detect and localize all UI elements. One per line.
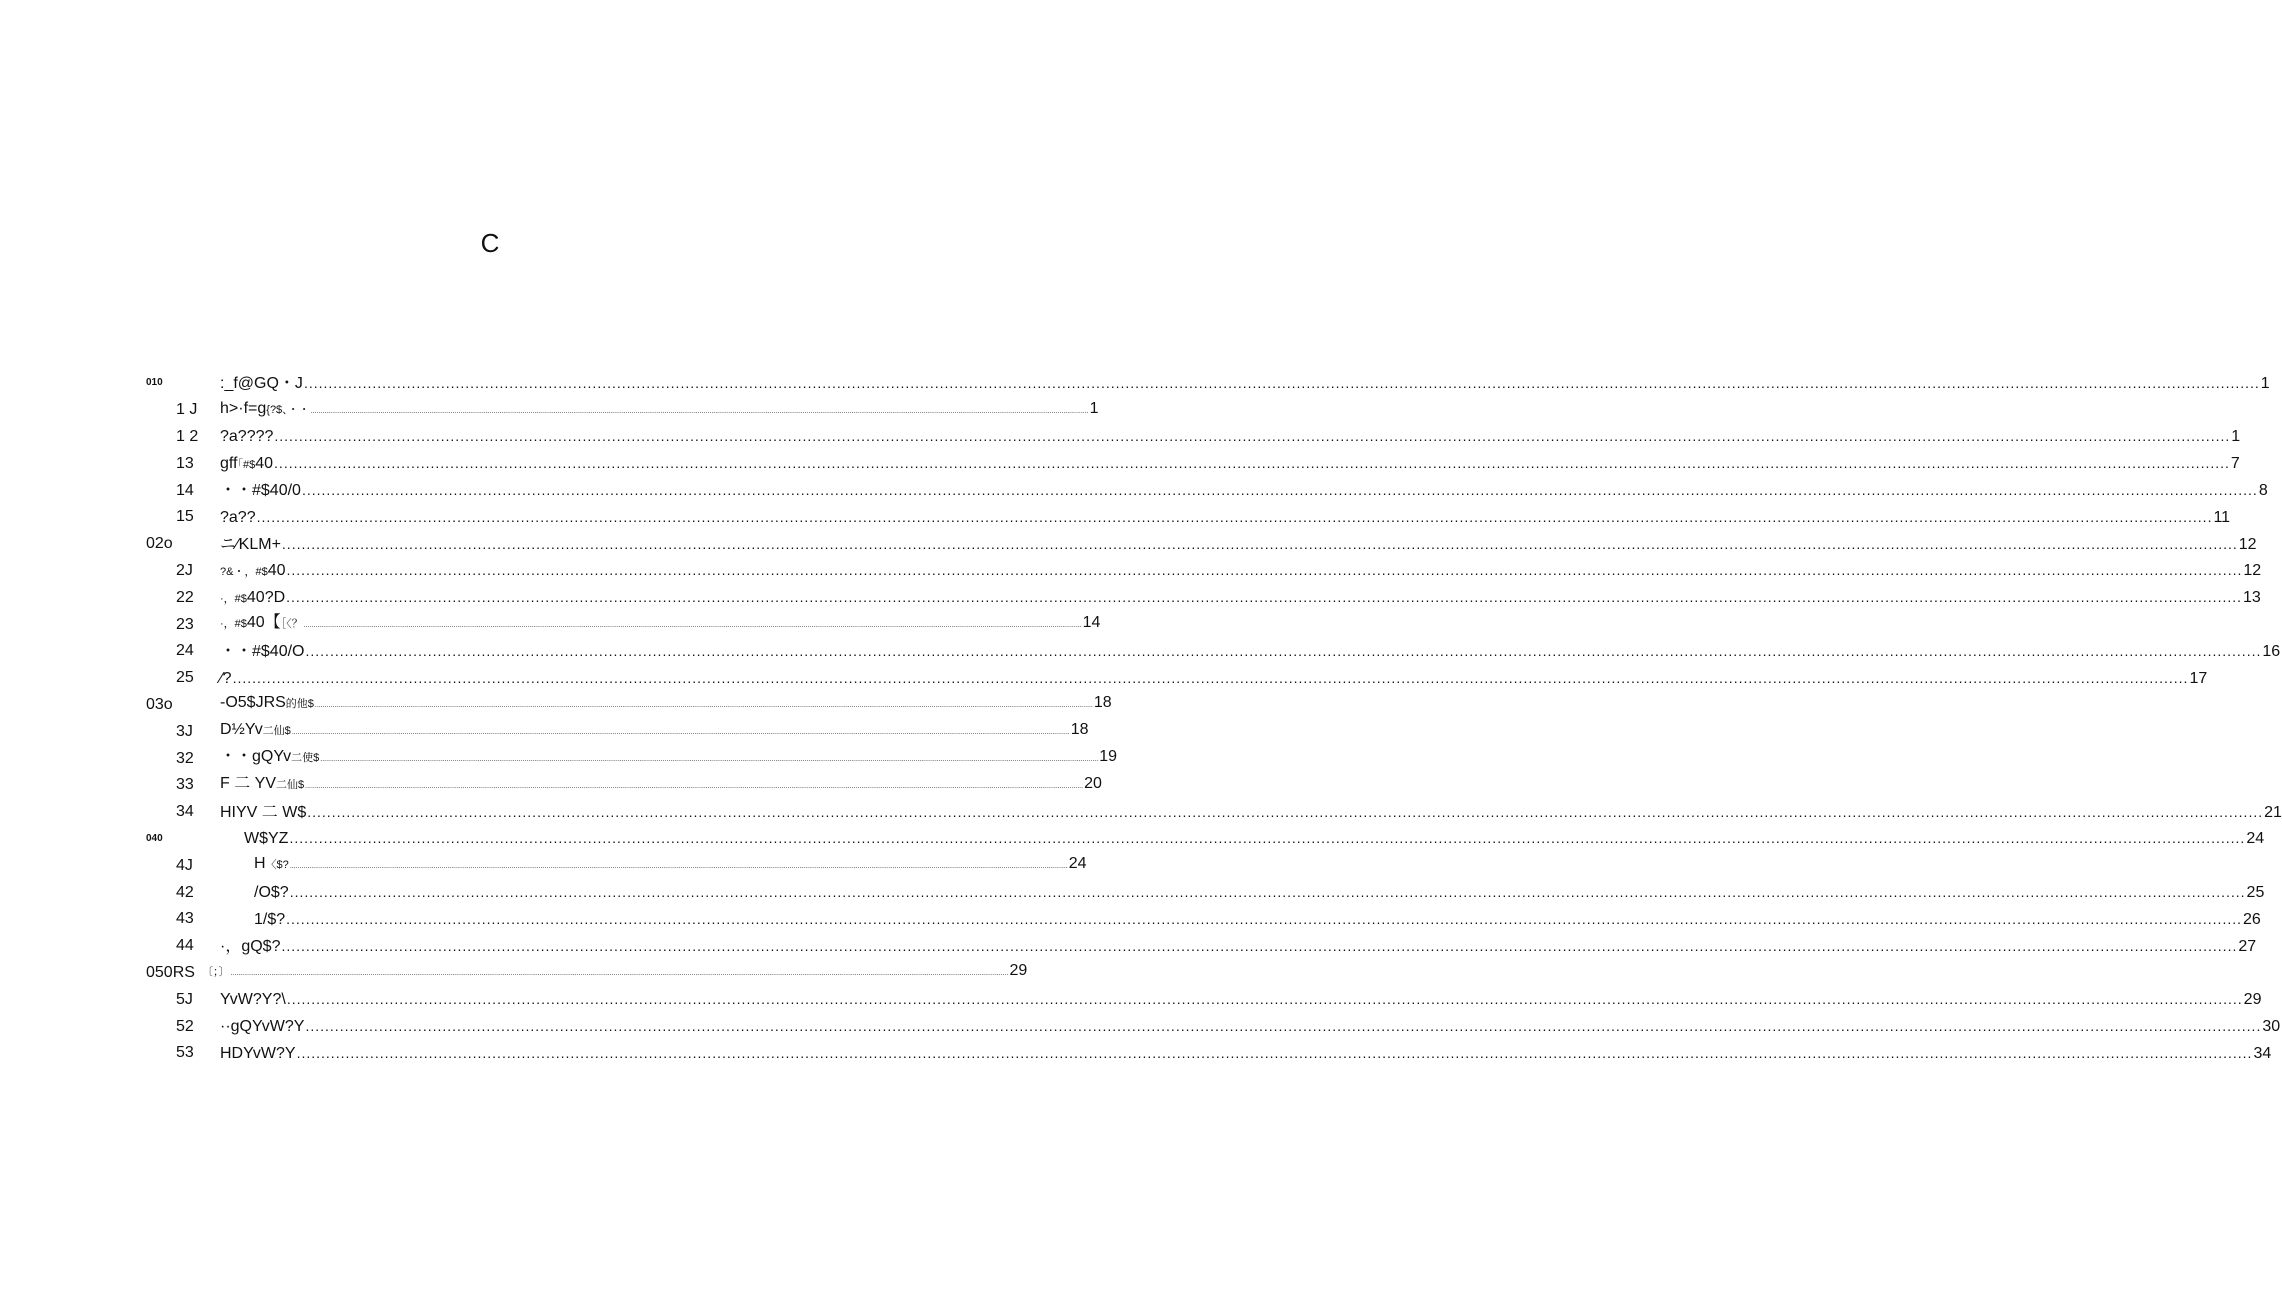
toc-leader-dots: ................................................................................................................................................................................................................................................................................................................................................................................................................ — [281, 937, 2238, 954]
toc-page-number: 20 — [1084, 774, 1102, 792]
toc-number: 32 — [176, 749, 194, 767]
toc-number: 010 — [146, 377, 163, 389]
toc-entry[interactable] — [220, 560, 2262, 582]
toc-title: ・・#$40/0 — [220, 482, 301, 500]
toc-leader-dots: ................................................................................................................................................................................................................................................................................................................................................................................................................ — [301, 482, 2258, 499]
toc-entry[interactable] — [220, 936, 2257, 957]
toc-number: 23 — [176, 615, 194, 633]
toc-leader-dots: ................................................................................................................................................................................................................................................................................................................................................................................................................ — [274, 428, 2231, 445]
toc-row[interactable] — [146, 986, 2262, 1013]
toc-leader-dots: ................................................................................................................................................................................................................................................................................................................................................................................................................ — [286, 588, 2243, 605]
toc-page-number: 29 — [1009, 962, 1028, 980]
toc-page-number: 24 — [2246, 830, 2265, 848]
toc-row[interactable] — [146, 424, 2241, 451]
toc-leader-dots: ................................................................................................................................................................................................................................................................................................................................................................................................................ — [230, 970, 1009, 978]
toc-leader-dots: ................................................................................................................................................................................................................................................................................................................................................................................................................ — [305, 782, 1084, 790]
toc-number: 22 — [176, 588, 194, 606]
toc-row[interactable] — [146, 799, 2282, 826]
toc-title: gff｢#$40 — [220, 454, 274, 472]
toc-row[interactable] — [146, 960, 1028, 987]
toc-entry[interactable] — [220, 989, 2262, 1010]
toc-number: 2J — [176, 561, 193, 579]
toc-row[interactable] — [146, 584, 2261, 611]
toc-row[interactable] — [146, 826, 2265, 853]
toc-entry[interactable] — [220, 507, 2231, 528]
toc-entry[interactable] — [220, 641, 2281, 662]
toc-title: ?&・，#$40 — [220, 561, 286, 579]
toc-page-number: 12 — [2243, 561, 2262, 579]
toc-entry[interactable] — [220, 1016, 2281, 1037]
toc-number: 03o — [146, 695, 173, 713]
toc-number: 52 — [176, 1017, 194, 1035]
toc-entry[interactable] — [220, 668, 2208, 689]
toc-row[interactable] — [146, 852, 1087, 879]
toc-number: 050RS — [146, 963, 195, 981]
toc-title: ?a???? — [220, 428, 274, 446]
toc-leader-dots: ................................................................................................................................................................................................................................................................................................................................................................................................................ — [286, 910, 2242, 927]
toc-row[interactable] — [146, 611, 1101, 638]
toc-leader-dots: ................................................................................................................................................................................................................................................................................................................................................................................................................ — [281, 535, 2238, 552]
toc-title: ・・gQYv二使$ — [220, 748, 320, 766]
toc-number: 44 — [176, 937, 194, 955]
toc-number: 3J — [176, 722, 193, 740]
toc-entry[interactable] — [220, 480, 2268, 501]
toc-number: 15 — [176, 508, 194, 526]
toc-page-number: 14 — [1082, 614, 1101, 632]
toc-leader-dots: ................................................................................................................................................................................................................................................................................................................................................................................................................ — [289, 830, 2246, 847]
toc-page-number: 30 — [2262, 1018, 2281, 1036]
toc-entry[interactable] — [220, 373, 2270, 394]
toc-entry[interactable] — [220, 693, 1112, 716]
toc-entry[interactable] — [220, 720, 1089, 743]
toc-entry[interactable] — [220, 613, 1101, 636]
toc-title: ··gQYvW?Y — [220, 1018, 305, 1036]
toc-page-number: 1 — [1089, 399, 1099, 417]
toc-entry[interactable] — [220, 802, 2282, 823]
toc-title: H〈$? — [254, 855, 289, 873]
page-title: C — [480, 228, 500, 258]
toc-leader-dots: ................................................................................................................................................................................................................................................................................................................................................................................................................ — [303, 374, 2260, 391]
toc-row[interactable] — [146, 772, 1102, 799]
toc-number: 1 2 — [176, 427, 199, 445]
toc-leader-dots: ................................................................................................................................................................................................................................................................................................................................................................................................................ — [274, 454, 2230, 471]
toc-title: -O5$JRS的他$ — [220, 694, 314, 712]
toc-title: D½Yv二仙$ — [220, 721, 291, 739]
toc-entry[interactable] — [220, 453, 2240, 475]
toc-entry[interactable] — [220, 587, 2261, 609]
toc-number: 14 — [176, 481, 194, 499]
toc-page-number: 19 — [1099, 748, 1117, 766]
toc-row[interactable] — [146, 1013, 2281, 1040]
toc-title: F 二 YV二仙$ — [220, 774, 305, 792]
toc-entry[interactable] — [220, 426, 2241, 447]
table-of-contents — [146, 370, 2282, 1067]
toc-entry[interactable] — [244, 828, 2265, 849]
toc-title: ・・#$40/O — [220, 642, 305, 660]
toc-row[interactable] — [146, 933, 2257, 960]
toc-title: :_f@GQ・J — [220, 374, 303, 392]
toc-page-number: 13 — [2243, 588, 2261, 606]
toc-number: 02o — [146, 535, 173, 553]
toc-page-number: 18 — [1070, 721, 1089, 739]
toc-leader-dots: ................................................................................................................................................................................................................................................................................................................................................................................................................ — [289, 863, 1068, 871]
toc-title: HIYV 二 W$ — [220, 803, 307, 821]
toc-title: YvW?Y?\ — [220, 991, 286, 1009]
toc-leader-dots: ................................................................................................................................................................................................................................................................................................................................................................................................................ — [289, 884, 2246, 901]
toc-leader-dots: ................................................................................................................................................................................................................................................................................................................................................................................................................ — [307, 803, 2264, 820]
toc-entry[interactable] — [254, 882, 2265, 903]
toc-page-number: 1 — [2260, 374, 2270, 392]
toc-row[interactable] — [146, 745, 1117, 772]
toc-entry[interactable] — [254, 909, 2261, 930]
toc-title: ?a?? — [220, 508, 256, 526]
toc-row[interactable] — [146, 906, 2261, 933]
toc-row[interactable] — [146, 692, 1112, 719]
toc-title: h>·f=g{?$、・・ — [220, 399, 310, 417]
toc-number: 5J — [176, 990, 193, 1008]
toc-page-number: 16 — [2262, 642, 2281, 660]
toc-title: ·，gQ$? — [220, 937, 281, 955]
toc-entry[interactable] — [220, 747, 1117, 770]
toc-row[interactable] — [146, 718, 1089, 745]
toc-row[interactable] — [146, 504, 2231, 531]
toc-number: 34 — [176, 803, 194, 821]
toc-title: 〔；〕 — [202, 966, 230, 979]
toc-number: 33 — [176, 776, 194, 794]
toc-leader-dots: ................................................................................................................................................................................................................................................................................................................................................................................................................ — [256, 508, 2213, 525]
toc-page-number: 12 — [2238, 535, 2257, 553]
toc-title: ⁄? — [220, 669, 232, 687]
toc-number: 1 J — [176, 401, 198, 419]
toc-page-number: 18 — [1093, 694, 1112, 712]
toc-number: 24 — [176, 642, 194, 660]
toc-leader-dots: ................................................................................................................................................................................................................................................................................................................................................................................................................ — [286, 991, 2243, 1008]
toc-row[interactable] — [146, 450, 2240, 477]
toc-row[interactable] — [146, 477, 2268, 504]
toc-row[interactable] — [146, 1040, 2272, 1067]
toc-page-number: 7 — [2230, 454, 2240, 472]
toc-leader-dots: ................................................................................................................................................................................................................................................................................................................................................................................................................ — [310, 407, 1089, 415]
toc-leader-dots: ................................................................................................................................................................................................................................................................................................................................................................................................................ — [232, 669, 2189, 686]
toc-row[interactable] — [146, 558, 2262, 585]
toc-entry[interactable] — [220, 1043, 2272, 1064]
toc-title: W$YZ — [244, 830, 289, 848]
toc-number: 040 — [146, 832, 163, 844]
toc-leader-dots: ................................................................................................................................................................................................................................................................................................................................................................................................................ — [296, 1044, 2253, 1061]
toc-page-number: 11 — [2213, 508, 2231, 526]
toc-page-number: 8 — [2258, 482, 2268, 500]
toc-number: 53 — [176, 1044, 194, 1062]
toc-entry[interactable] — [254, 854, 1087, 877]
toc-leader-dots: ................................................................................................................................................................................................................................................................................................................................................................................................................ — [286, 561, 2243, 578]
toc-leader-dots: ................................................................................................................................................................................................................................................................................................................................................................................................................ — [314, 702, 1093, 710]
toc-entry[interactable] — [220, 399, 1099, 422]
toc-number: 42 — [176, 883, 194, 901]
toc-page-number: 21 — [2264, 803, 2282, 821]
toc-page-number: 17 — [2189, 669, 2208, 687]
toc-page-number: 25 — [2246, 884, 2265, 902]
toc-leader-dots: ................................................................................................................................................................................................................................................................................................................................................................................................................ — [303, 622, 1082, 630]
toc-page-number: 29 — [2243, 991, 2262, 1009]
toc-row[interactable] — [146, 397, 1099, 424]
toc-entry[interactable] — [220, 534, 2257, 555]
toc-row[interactable] — [146, 665, 2208, 692]
toc-number: 43 — [176, 910, 194, 928]
toc-title: HDYvW?Y — [220, 1044, 296, 1062]
toc-row[interactable] — [146, 370, 2270, 397]
toc-row[interactable] — [146, 879, 2265, 906]
toc-leader-dots: ................................................................................................................................................................................................................................................................................................................................................................................................................ — [305, 1018, 2262, 1035]
toc-leader-dots: ................................................................................................................................................................................................................................................................................................................................................................................................................ — [291, 729, 1070, 737]
toc-leader-dots: ................................................................................................................................................................................................................................................................................................................................................................................................................ — [305, 642, 2262, 659]
toc-title: /O$? — [254, 884, 289, 902]
toc-entry[interactable] — [202, 961, 1028, 984]
toc-row[interactable] — [146, 638, 2281, 665]
toc-entry[interactable] — [220, 774, 1102, 797]
toc-title: ·，#$40?D — [220, 588, 286, 606]
toc-page-number: 27 — [2238, 937, 2257, 955]
toc-title: 1/$? — [254, 910, 286, 928]
toc-leader-dots: ................................................................................................................................................................................................................................................................................................................................................................................................................ — [320, 756, 1099, 764]
toc-number: 13 — [176, 454, 194, 472]
toc-number: 4J — [176, 856, 193, 874]
toc-title: ニ⁄KLM+ — [220, 535, 281, 553]
toc-row[interactable] — [146, 531, 2257, 558]
toc-page-number: 24 — [1068, 855, 1087, 873]
toc-number: 25 — [176, 669, 194, 687]
toc-page-number: 34 — [2253, 1044, 2272, 1062]
toc-page-number: 1 — [2231, 428, 2241, 446]
toc-page-number: 26 — [2243, 910, 2261, 928]
toc-title: ·，#$40【［〈？ — [220, 614, 303, 632]
